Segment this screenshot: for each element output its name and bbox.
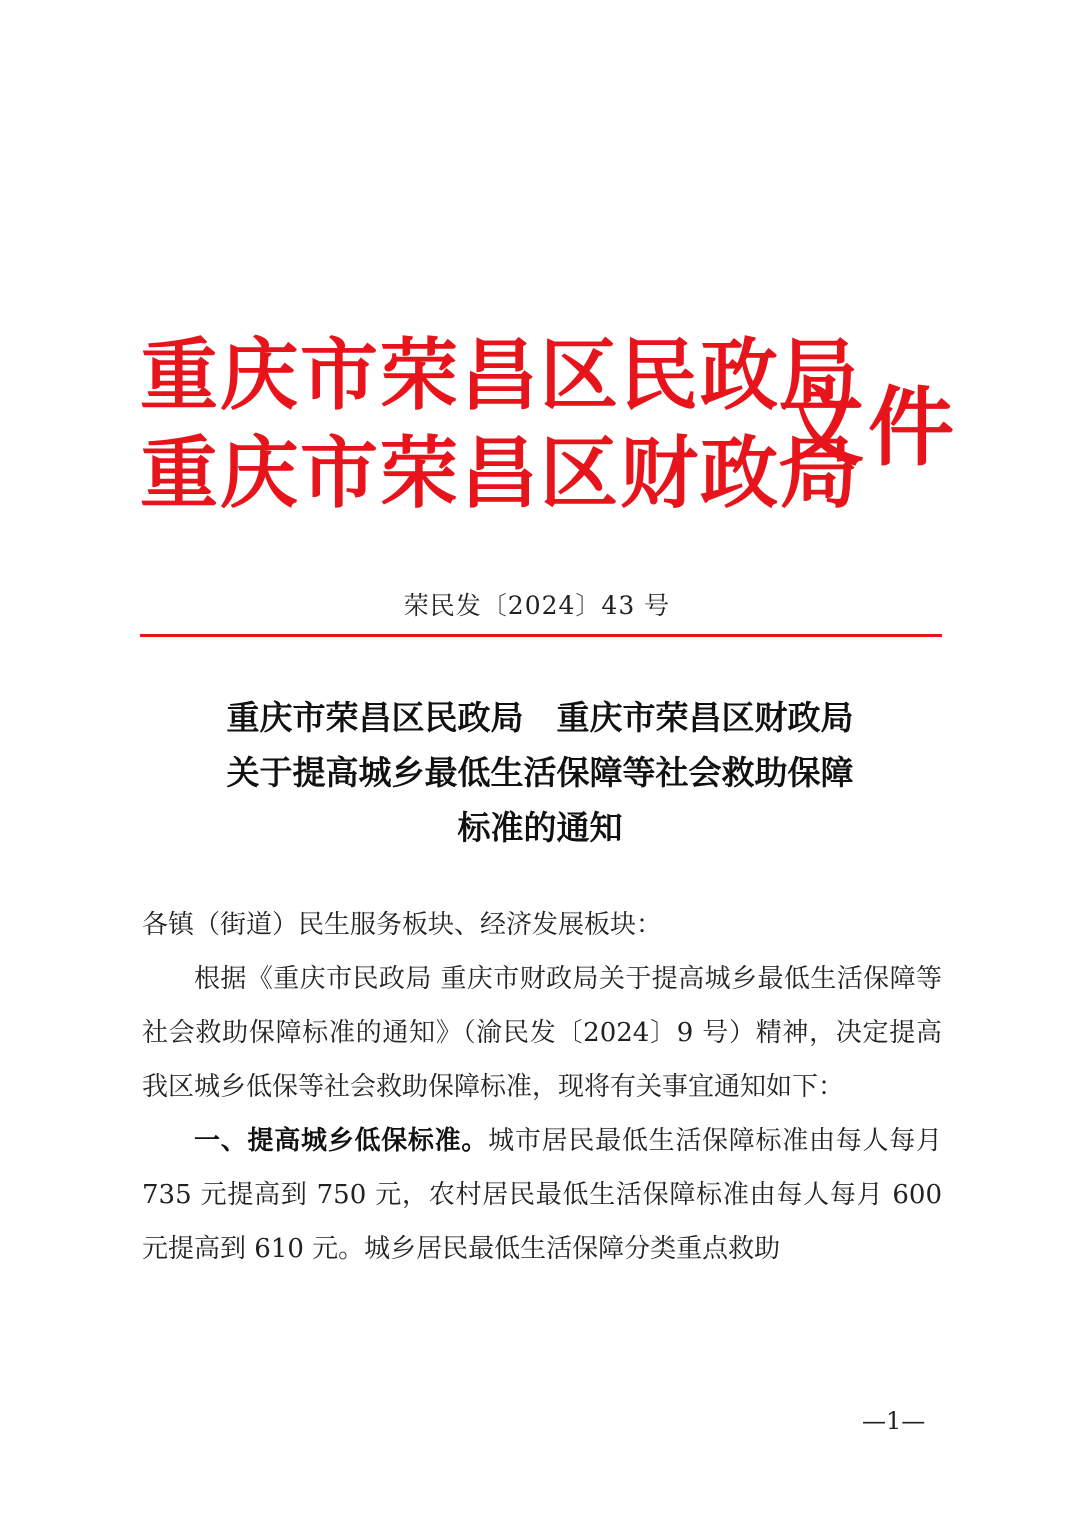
document-title <box>130 690 950 855</box>
document-number: 荣民发〔2024〕43 号 <box>403 591 671 620</box>
header-suffix: 文件 <box>778 377 958 478</box>
salutation: 各镇（街道）民生服务板块、经济发展板块： <box>142 910 663 940</box>
document-body <box>142 898 942 1276</box>
page-number: —1— <box>862 1407 926 1435</box>
paragraph-1: 根据《重庆市民政局 重庆市财政局关于提高城乡最低生活保障等社会救助保障标准的通知》（渝民发〔2024〕9 号）精神，决定提高我区城乡低保等社会救助保障标准，现将有关事宜通知如下： <box>142 964 942 1102</box>
section-1-text: 城市居民最低生活保障标准由每人每月 735 元提高到 750 元，农村居民最低生活保障标准由每人每月 600 元提高到 610 元。城乡居民最低生活保障分类重点救助 <box>142 1126 942 1264</box>
header-org-civil-affairs: 重庆市荣昌区民政局 <box>140 330 861 421</box>
section-1 <box>142 1114 942 1276</box>
red-divider <box>140 634 942 637</box>
section-1-heading: 一、提高城乡低保标准。 <box>194 1126 489 1156</box>
title-line-3: 标准的通知 <box>457 808 623 847</box>
title-line-1: 重庆市荣昌区民政局 重庆市荣昌区财政局 <box>226 698 854 737</box>
title-line-2: 关于提高城乡最低生活保障等社会救助保障 <box>226 753 854 792</box>
document-header <box>140 320 960 540</box>
header-org-finance: 重庆市荣昌区财政局 <box>140 428 861 519</box>
